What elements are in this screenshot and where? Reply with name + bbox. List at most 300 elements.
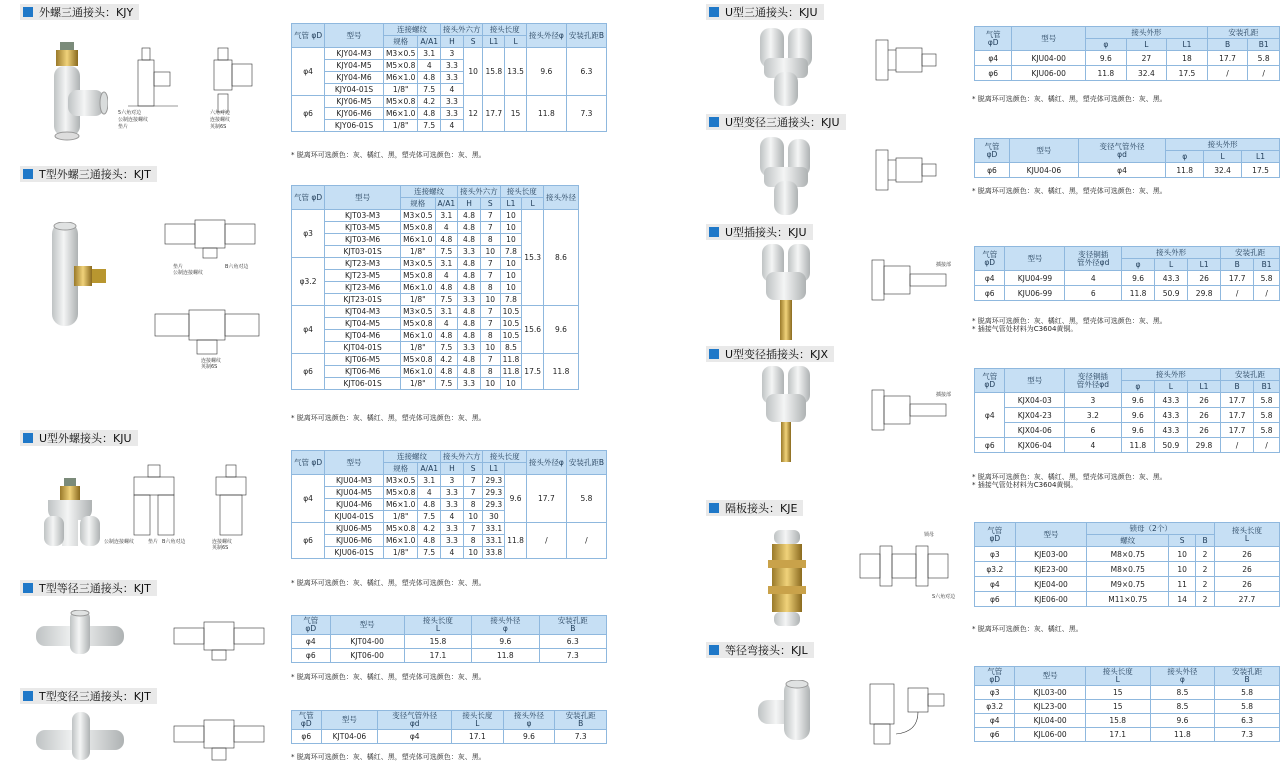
kjx-photo	[760, 366, 816, 466]
table-row	[292, 306, 579, 318]
section-title: 隔板接头：KJE	[725, 502, 798, 515]
cell: 29.8	[1187, 438, 1220, 453]
cell: 4.8	[435, 282, 458, 294]
cell: 10	[1169, 547, 1196, 562]
cell: 26	[1214, 562, 1279, 577]
table-row	[292, 96, 607, 108]
cell: 43.3	[1154, 423, 1187, 438]
cell: 26	[1187, 408, 1220, 423]
cell: M11×0.75	[1087, 592, 1169, 607]
cell: φ4	[292, 635, 331, 649]
col-header: B	[1207, 39, 1248, 51]
kjt-reducer-photo	[36, 712, 126, 767]
cell: 17.7	[1221, 271, 1254, 286]
cell: 10	[500, 270, 522, 282]
col-header: A/A1	[435, 198, 458, 210]
cell: 15	[1085, 686, 1150, 700]
col-header: 型号	[325, 186, 401, 210]
col-header: 型号	[1005, 369, 1065, 393]
col-header: L	[522, 198, 544, 210]
cell: M3×0.5	[401, 210, 435, 222]
kju-plug-drawing	[866, 252, 970, 312]
cell: 4.2	[418, 96, 441, 108]
cell: 9.6	[1121, 393, 1154, 408]
kjt-label-b: 公制连接螺纹	[173, 270, 204, 276]
col-header: 连接螺纹	[401, 186, 458, 198]
cell: 6.3	[566, 48, 606, 96]
col-subheader: H	[440, 36, 463, 48]
cell: 15.3	[522, 210, 544, 306]
section-header-kju	[20, 430, 138, 446]
col-header: 安装孔距B	[566, 24, 606, 48]
cell: 1/8"	[383, 84, 417, 96]
cell: KJT23-M6	[325, 282, 401, 294]
cell: 4.8	[458, 282, 481, 294]
cell: 43.3	[1154, 393, 1187, 408]
cell: φ6	[975, 163, 1010, 178]
cell: 3.3	[458, 342, 481, 354]
cell: 10.5	[500, 330, 522, 342]
section-title: U型变径三通接头：KJU	[725, 116, 840, 129]
col-header: L1	[1167, 39, 1208, 51]
col-header: 气管 φD	[292, 186, 325, 210]
cell: 4	[1065, 438, 1122, 453]
table-row	[292, 451, 607, 463]
cell: φ6	[292, 730, 322, 744]
cell: 7.3	[555, 730, 607, 744]
col-header: 接头外径	[544, 186, 579, 210]
kju-drawing	[104, 455, 284, 555]
cell: φ6	[292, 96, 325, 132]
cell: 11.8	[505, 523, 527, 559]
col-header: 接头外六方	[458, 186, 501, 198]
section-marker	[23, 583, 33, 593]
cell: φ3	[975, 686, 1015, 700]
cell: M5×0.8	[401, 222, 435, 234]
cell: φ6	[975, 66, 1012, 81]
cell: M8×0.75	[1087, 547, 1169, 562]
cell: 3	[440, 475, 463, 487]
cell: KJU04-01S	[325, 511, 384, 523]
kjy-label-e: 连接螺纹	[210, 117, 231, 123]
cell: 11.8	[500, 366, 522, 378]
section-header-kju-plug	[706, 224, 813, 240]
col-header: B1	[1254, 259, 1280, 271]
col-header: 接头长度	[483, 451, 526, 463]
col-header: B1	[1254, 381, 1280, 393]
cell: 18	[1167, 51, 1208, 66]
cell: 15	[1085, 700, 1150, 714]
col-header: 变径气管外径 φd	[1078, 139, 1165, 163]
kjl-table	[974, 666, 1280, 742]
cell: 17.1	[1085, 728, 1150, 742]
col-header: B	[1221, 259, 1254, 271]
col-header: S	[1169, 535, 1196, 547]
cell: 4.8	[418, 499, 441, 511]
kjt-label-a: 垫片	[173, 264, 184, 270]
cell: 4.8	[418, 72, 441, 84]
cell: 4.8	[458, 366, 481, 378]
kju-tee-photo	[758, 28, 818, 108]
cell: 17.7	[1221, 408, 1254, 423]
cell: φ6	[292, 354, 325, 390]
kje-drawing	[850, 524, 966, 608]
cell: 27.7	[1214, 592, 1279, 607]
cell: 7	[480, 258, 500, 270]
cell: M3×0.5	[401, 258, 435, 270]
cell: 10.5	[500, 318, 522, 330]
table-row	[975, 247, 1280, 259]
cell: 9.6	[505, 475, 527, 523]
cell: 1/8"	[401, 342, 435, 354]
table-row	[975, 700, 1280, 714]
cell: M5×0.8	[401, 318, 435, 330]
col-header: 接头长度 L	[1085, 667, 1150, 686]
cell: M5×0.8	[383, 60, 417, 72]
cell: 29.3	[483, 487, 505, 499]
section-header-kjt-equal	[20, 580, 157, 596]
cell: 9.6	[1122, 271, 1155, 286]
table-row	[292, 48, 607, 60]
cell: 3.3	[440, 499, 463, 511]
cell: 4	[440, 511, 463, 523]
cell: 27	[1126, 51, 1167, 66]
col-header: 型号	[1009, 139, 1078, 163]
cell: φ4	[378, 730, 452, 744]
section-header-kjt	[20, 166, 157, 182]
cell: KJY04-M3	[325, 48, 384, 60]
cell: 1/8"	[383, 120, 417, 132]
kjy-label-f: 英制6S	[210, 124, 227, 130]
cell: 3.1	[418, 48, 441, 60]
table-row	[975, 577, 1280, 592]
cell: 4	[418, 60, 441, 72]
cell: M8×0.75	[1087, 562, 1169, 577]
cell: 4	[435, 222, 458, 234]
kju-plug-label-a: 插接部	[936, 262, 952, 268]
cell: M6×1.0	[383, 72, 417, 84]
cell: 4.8	[418, 108, 441, 120]
cell: 4.2	[435, 354, 458, 366]
col-header: 安装孔距 B	[555, 711, 607, 730]
cell: KJE03-00	[1015, 547, 1087, 562]
table-row	[975, 66, 1280, 81]
cell: 7.3	[1215, 728, 1280, 742]
cell: 43.3	[1154, 408, 1187, 423]
kju-tee-drawing	[870, 30, 960, 95]
cell: 33.1	[483, 535, 505, 547]
col-header: 安装孔距B	[566, 451, 606, 475]
kju-table	[291, 450, 607, 559]
kjt-reducer-table	[291, 710, 607, 744]
table-row	[292, 210, 579, 222]
cell: 4.8	[458, 318, 481, 330]
cell: 7	[480, 318, 500, 330]
cell: 3.3	[440, 108, 463, 120]
cell: 7	[463, 523, 483, 535]
cell: 3.2	[1065, 408, 1122, 423]
cell: KJU06-M6	[325, 535, 384, 547]
cell: 3.1	[418, 475, 441, 487]
table-row	[292, 523, 607, 535]
cell: 4.8	[458, 330, 481, 342]
cell: 11.8	[1166, 163, 1204, 178]
col-header: φ	[1166, 151, 1204, 163]
cell: 4.8	[435, 234, 458, 246]
kje-note: * 脱离环可选颜色：灰、橘红、黑。	[972, 625, 1083, 633]
cell: 29.8	[1188, 286, 1221, 301]
cell: 8.5	[1150, 700, 1215, 714]
col-header: 接头外形	[1086, 27, 1208, 39]
cell: φ6	[975, 438, 1005, 453]
col-header: 气管 φD	[292, 616, 331, 635]
col-header: 接头外形	[1121, 369, 1220, 381]
cell: φ6	[975, 728, 1015, 742]
cell: 4.8	[418, 535, 441, 547]
col-header: 接头外形	[1166, 139, 1280, 151]
col-header: 型号	[325, 451, 384, 475]
cell: 11	[1169, 577, 1196, 592]
cell: KJX04-03	[1005, 393, 1065, 408]
table-row	[975, 547, 1280, 562]
cell: 2	[1196, 577, 1215, 592]
table-row	[975, 423, 1280, 438]
col-header: 安装孔距 B	[1215, 667, 1280, 686]
kjx-drawing	[866, 382, 970, 442]
col-header: L1	[483, 463, 505, 475]
cell: φ3	[292, 210, 325, 258]
cell: φ4	[292, 48, 325, 96]
table-row	[975, 27, 1280, 39]
cell: KJU04-00	[1012, 51, 1086, 66]
cell: KJU04-99	[1005, 271, 1065, 286]
section-header-kjl	[706, 642, 814, 658]
section-marker	[23, 169, 33, 179]
cell: 17.7	[1221, 423, 1254, 438]
kjy-drawing	[118, 42, 278, 132]
cell: 11.8	[500, 354, 522, 366]
cell: 7.3	[539, 649, 606, 663]
col-header: 气管 φD	[975, 139, 1010, 163]
kjt-table	[291, 185, 579, 390]
col-header: A/A1	[418, 463, 441, 475]
cell: 9.6	[1121, 408, 1154, 423]
cell: KJE23-00	[1015, 562, 1087, 577]
cell: 4.8	[435, 366, 458, 378]
cell: 4.8	[458, 234, 481, 246]
cell: M9×0.75	[1087, 577, 1169, 592]
kjy-label-b: 公制连接螺纹	[118, 117, 149, 123]
cell: M3×0.5	[383, 475, 417, 487]
kju-label-d: 连接螺纹	[212, 539, 233, 545]
cell: KJT03-M6	[325, 234, 401, 246]
kjy-label-d: 六角对边	[210, 110, 231, 116]
cell: 7	[463, 487, 483, 499]
cell: 10	[463, 48, 483, 96]
col-header: 安装孔距 B	[539, 616, 606, 635]
col-header: L1	[1188, 259, 1221, 271]
cell: 15.8	[404, 635, 471, 649]
cell: 7.5	[435, 342, 458, 354]
cell: 9.6	[503, 730, 555, 744]
col-header: 螺纹	[1087, 535, 1169, 547]
cell: 17.5	[522, 354, 544, 390]
cell: KJE04-00	[1015, 577, 1087, 592]
cell: 3.1	[435, 306, 458, 318]
cell: M5×0.8	[383, 523, 417, 535]
section-title: U型外螺接头：KJU	[39, 432, 132, 445]
cell: 10	[500, 378, 522, 390]
cell: 10	[480, 378, 500, 390]
kju-label-b: 垫片	[148, 539, 159, 545]
cell: 4.8	[458, 270, 481, 282]
section-title: 等径弯接头：KJL	[725, 644, 808, 657]
col-subheader: S	[463, 36, 483, 48]
kjx-note-brass: * 插接气管处材料为C3604黄铜。	[972, 481, 1078, 489]
cell: 26	[1214, 577, 1279, 592]
cell: KJY04-M6	[325, 72, 384, 84]
cell: M6×1.0	[383, 108, 417, 120]
section-marker	[709, 227, 719, 237]
kjy-label-a: 5六角对边	[118, 110, 142, 116]
kjt-reducer-drawing	[160, 712, 280, 767]
cell: 32.4	[1204, 163, 1242, 178]
cell: M3×0.5	[383, 48, 417, 60]
kju-tee-table	[974, 26, 1280, 81]
section-marker	[709, 349, 719, 359]
kju-label-c: B六角对边	[162, 539, 186, 545]
cell: 7	[480, 354, 500, 366]
col-header: 安装孔距	[1221, 247, 1280, 259]
col-header: L	[1154, 381, 1187, 393]
cell: φ4	[1078, 163, 1165, 178]
cell: KJT04-00	[330, 635, 404, 649]
cell: 9.6	[544, 306, 579, 354]
cell: 5.8	[1254, 271, 1280, 286]
cell: 6	[1065, 286, 1122, 301]
col-header: 型号	[321, 711, 378, 730]
cell: 1/8"	[383, 511, 417, 523]
cell: 33.8	[483, 547, 505, 559]
kjl-photo	[758, 680, 824, 752]
cell: 3.3	[440, 535, 463, 547]
kje-label-a: 锁母	[924, 532, 935, 538]
section-marker	[709, 117, 719, 127]
cell: 7.5	[435, 294, 458, 306]
cell: 7.5	[435, 246, 458, 258]
cell: /	[1254, 286, 1280, 301]
cell: 8.6	[544, 210, 579, 306]
col-header: 接头长度 L	[452, 711, 504, 730]
cell: M5×0.8	[383, 487, 417, 499]
cell: 15.8	[483, 48, 505, 96]
cell: 10	[480, 246, 500, 258]
cell: 17.7	[1207, 51, 1248, 66]
cell: 3.3	[440, 487, 463, 499]
cell: 6	[1065, 423, 1122, 438]
col-header: B	[1221, 381, 1254, 393]
section-header-kjt-reducer	[20, 688, 157, 704]
kjy-photo	[38, 42, 108, 142]
cell: 17.5	[1242, 163, 1280, 178]
cell: 17.5	[1167, 66, 1208, 81]
col-header: 型号	[325, 24, 384, 48]
col-header: 型号	[330, 616, 404, 635]
section-marker	[23, 7, 33, 17]
cell: 7.5	[418, 84, 441, 96]
cell: 11.8	[526, 96, 566, 132]
cell: 26	[1214, 547, 1279, 562]
table-row	[975, 369, 1280, 381]
cell: 3.3	[440, 60, 463, 72]
cell: 7	[480, 306, 500, 318]
cell: 5.8	[1215, 700, 1280, 714]
kjy-table	[291, 23, 607, 132]
cell: 10.5	[500, 306, 522, 318]
col-header: 安装孔距	[1207, 27, 1279, 39]
cell: φ4	[975, 577, 1016, 592]
cell: 3.3	[440, 72, 463, 84]
col-header: 型号	[1012, 27, 1086, 51]
cell: 7.5	[418, 120, 441, 132]
cell: 15	[505, 96, 527, 132]
table-row	[975, 393, 1280, 408]
cell: 43.3	[1155, 271, 1188, 286]
cell: /	[526, 523, 566, 559]
cell: 8.5	[500, 342, 522, 354]
cell: KJT04-M6	[325, 330, 401, 342]
cell: 10	[500, 234, 522, 246]
cell: 3.1	[435, 258, 458, 270]
cell: 17.1	[404, 649, 471, 663]
cell: 29.3	[483, 475, 505, 487]
col-header: 型号	[1015, 523, 1087, 547]
cell: KJU04-M6	[325, 499, 384, 511]
section-title: 外螺三通接头：KJY	[39, 6, 134, 19]
cell: KJX04-06	[1005, 423, 1065, 438]
table-row	[975, 714, 1280, 728]
table-row	[975, 562, 1280, 577]
kju-plug-photo	[760, 244, 816, 344]
col-header: 型号	[1015, 667, 1085, 686]
cell: 17.1	[452, 730, 504, 744]
col-header: 接头外六方	[440, 24, 483, 36]
cell: 1/8"	[401, 378, 435, 390]
cell: 13.5	[505, 48, 527, 96]
table-row	[975, 523, 1280, 535]
cell: 9.6	[1086, 51, 1127, 66]
col-header: φ	[1122, 259, 1155, 271]
cell: 9.6	[1150, 714, 1215, 728]
col-header: B	[1196, 535, 1215, 547]
col-header: 气管 φD	[975, 27, 1012, 51]
cell: 1/8"	[401, 294, 435, 306]
kju-reducer-photo	[758, 137, 818, 217]
cell: KJT04-M5	[325, 318, 401, 330]
cell: φ6	[975, 592, 1016, 607]
cell: φ4	[975, 714, 1015, 728]
col-subheader: 规格	[383, 36, 417, 48]
section-marker	[709, 503, 719, 513]
cell: 4.2	[418, 523, 441, 535]
cell: 4	[418, 487, 441, 499]
cell: KJT04-01S	[325, 342, 401, 354]
col-subheader: L1	[483, 36, 505, 48]
cell: M5×0.8	[401, 270, 435, 282]
cell: φ6	[292, 649, 331, 663]
cell: 11.8	[1122, 286, 1155, 301]
kju-tee-note: * 脱离环可选颜色：灰、橘红、黑，塑壳体可选颜色：灰、黑。	[972, 95, 1167, 103]
